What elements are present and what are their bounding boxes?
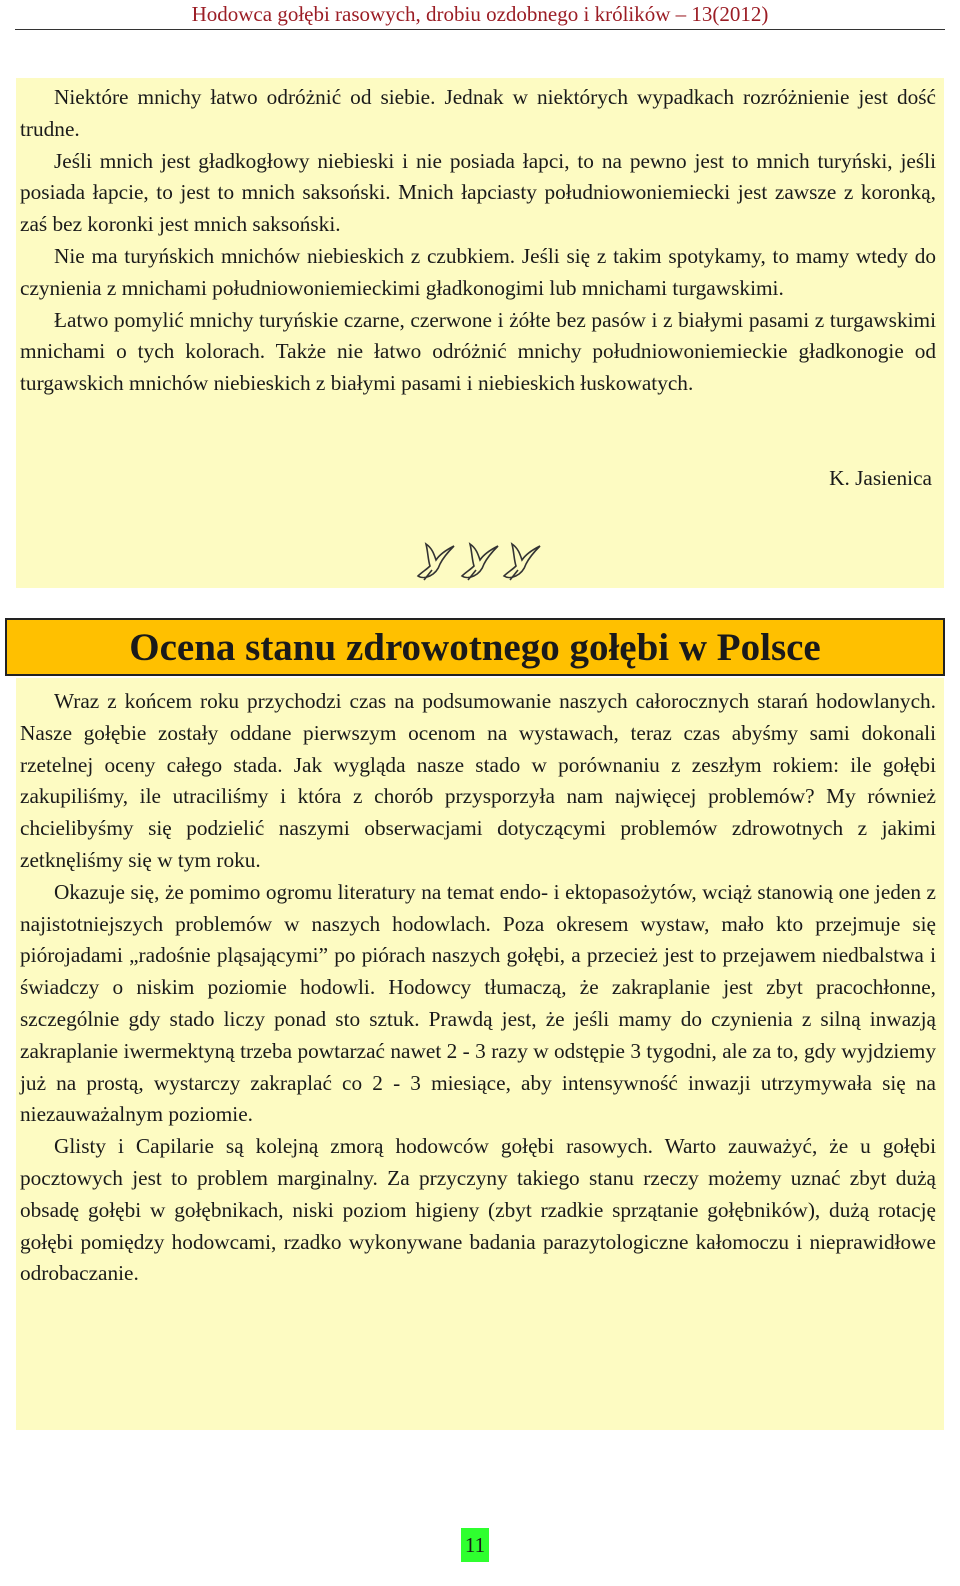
author-signature: K. Jasienica bbox=[829, 466, 932, 490]
header-divider bbox=[15, 29, 945, 30]
running-header bbox=[15, 0, 945, 30]
header-title: Hodowca gołębi rasowych, drobiu ozdobnego i królików – 13(2012) bbox=[191, 2, 769, 26]
dove-icon bbox=[418, 544, 454, 580]
article-monks-paragraph-2: Jeśli mnich jest gładkogłowy niebieski i nie posiada łapci, to na pewno jest to mnich turyński, jeśli posiada łapcie, to jest to mnich saksoński. Mnich łapciasty południowoniemiecki jest zawsze z koronką, zaś bez koronki jest mnich saksoński. bbox=[20, 148, 936, 237]
article-monks-paragraph-1: Niektóre mnichy łatwo odróżnić od siebie. Jednak w niektórych wypadkach rozróżnienie jest dość trudne. bbox=[20, 85, 936, 141]
article-monks-paragraph-4: Łatwo pomylić mnichy turyńskie czarne, czerwone i żółte bez pasów i z białymi pasami z turgawskimi mnichami o tych kolorach. Także nie łatwo odróżnić mnichy południowoniemieckie gładkonogie od turgawskich mnichów niebieskich z białymi pasami i niebieskich łuskowatych. bbox=[20, 307, 936, 396]
article-health-paragraph-1: Wraz z końcem roku przychodzi czas na podsumowanie naszych całorocznych starań hodowlanych. Nasze gołębie zostały oddane pierwszym ocenom na wystawach, teraz czas abyśmy sami dokonali rzetelnej oceny całego stada. Jak wygląda nasze stado w porównaniu z zeszłym rokiem: ile gołębi zakupiliśmy, ile utraciliśmy i która z chorób przysporzyła nam najwięcej problemów? My również chcielibyśmy się podzielić naszymi obserwacjami dotyczącymi problemów zdrowotnych z jakimi zetknęliśmy się w tym roku. bbox=[20, 689, 936, 872]
dove-icon bbox=[504, 544, 540, 580]
article-monks-text bbox=[20, 82, 936, 400]
article-health-title-bar bbox=[5, 618, 945, 676]
article-health-paragraph-3: Glisty i Capilarie są kolejną zmorą hodowców gołębi rasowych. Warto zauważyć, że u gołębi pocztowych jest to problem marginalny. Za przyczyny takiego stanu rzeczy możemy uznać zbyt dużą obsadę gołębi w gołębnikach, niski poziom higieny (zbyt rzadkie sprzątanie gołębników), dużą rotację gołębi pomiędzy hodowcami, rzadko wykonywane badania parazytologiczne kałomoczu i nieprawidłowe odrobaczanie. bbox=[20, 1134, 936, 1286]
article-monks-paragraph-3: Nie ma turyńskich mnichów niebieskich z czubkiem. Jeśli się z takim spotykamy, to mamy wtedy do czynienia z mnichami południowoniemieckimi gładkonogimi lub mnichami turgawskimi. bbox=[20, 243, 936, 300]
dove-icon bbox=[462, 544, 498, 580]
article-health-text bbox=[20, 686, 936, 1290]
dove-divider bbox=[412, 540, 542, 584]
article-health-paragraph-2: Okazuje się, że pomimo ogromu literatury na temat endo- i ektopasożytów, wciąż stanowią one jeden z najistotniejszych problemów w naszych hodowlach. Poza okresem wystaw, mało kto przejmuje się piórojadami „radośnie pląsającymi” po piórach naszych gołębi, a przecież jest to przejawem niedbalstwa i świadczy o niskim poziomie hodowli. Hodowcy tłumaczą, że zakraplanie jest zbyt pracochłonne, szczególnie gdy stado liczy ponad sto sztuk. Prawdą jest, że jeśli mamy do czynienia z silną inwazją zakraplanie iwermektyną trzeba powtarzać nawet 2 - 3 razy w odstępie 3 tygodni, ale za to, gdy wyjdziemy już na prostą, wystarczy zakraplać co 2 - 3 miesiące, aby intensywność inwazji utrzymywała się na niezauważalnym poziomie. bbox=[20, 879, 936, 1127]
article-health-title: Ocena stanu zdrowotnego gołębi w Polsce bbox=[129, 626, 821, 669]
page-number: 11 bbox=[461, 1528, 489, 1562]
